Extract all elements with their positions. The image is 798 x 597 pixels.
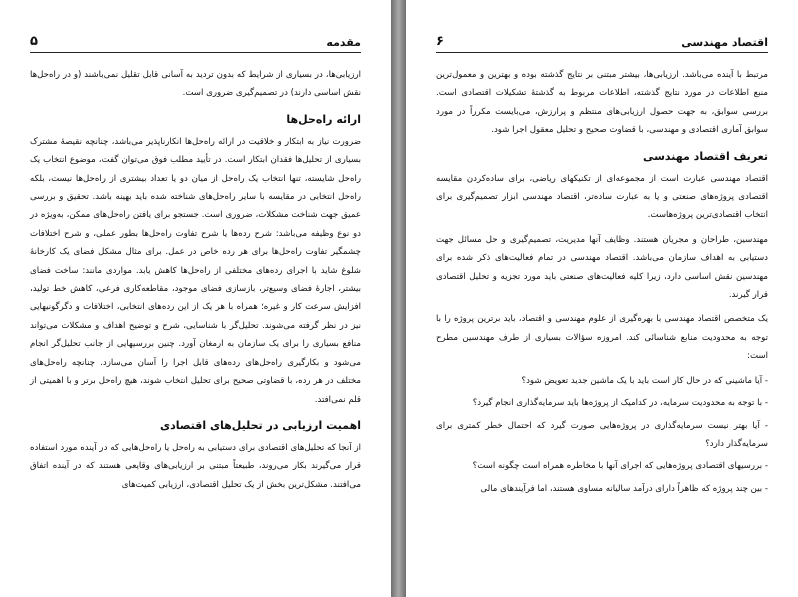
- paragraph: مهندسین، طراحان و مجریان هستند. وظایف آنها مدیریت، تصمیم‌گیری و حل مسائل جهت دستیابی به اهداف سازمان می‌باشد. اقتصاد مهندسی در تمام فعالیت‌های ذکر شده برای مهندسین نقش اساسی دارد، زیرا کلیه فعالیت‌های صنعتی باید مورد تجزیه و تحلیل اقتصادی قرار گیرند.: [436, 234, 768, 301]
- page-number: ۵: [30, 34, 38, 49]
- paragraph: ضرورت نیاز به ابتکار و خلاقیت در ارائه راه‌حل‌ها انکارناپذیر می‌باشد، چنانچه نقیصه‌ٔ مشترک بسیاری از تحلیل‌ها فقدان ابتکار است. در تأیید مطلب فوق می‌توان گفت، موضوع انتخاب یک راه‌حل شایسته، تنها انتخاب یک راه‌حل از میان دو یا تعداد بیشتری از راه‌حل‌ها نیست، بلکه راه‌حل انتخابی در مقایسه با سایر راه‌حل‌های شناخته شده باید بهینه باشد. تحقیق و بررسی عمیق جهت شناخت مشکلات، ضروری است. جستجو برای یافتن راه‌حل‌های ممکن، به‌ویژه در دو نوع وظیفه می‌باشد: شرح رده‌ها یا شرح تفاوت راه‌حل‌ها بطور عملی، و شرح اختلافات چشمگیر تفاوت راه‌حل‌ها برای هر رده خاص در عمل. برای مثال مشکل فضای یک کارخانهٔ شلوغ شاید با اجرای رده‌های مختلفی از راه‌حل‌ها کاهش یابد. مواردی مانند: ساخت فضای بیشتر، اجارهٔ فضای وسیع‌تر، بازسازی فضای موجود، مقاطعه‌کاری فرعی، کاهش خط تولید، افزایش سرعت کار و غیره؛ همراه با هر یک از این رده‌های انتخابی، اختلافات و دگرگونیهایی نیز در نظر گرفته می‌شوند. تحلیل‌گر با شناسایی، شرح و توضیح اهداف و مشکلات می‌تواند منافع بسیاری را برای یک سازمان به ارمغان آورد. چنین بررسیهایی از جانب تحلیل‌گر انجام می‌شود و بکارگیری راه‌حل‌های رده‌های قابل اجرا را آسان می‌سازد. چنانچه راه‌حل‌های مختلف در هر رده، با قضاوتی صحیح برای تحلیل انتخاب شوند، هیچ راه‌حل برتر و با اهمیتی از قلم نمی‌افتد.: [30, 136, 361, 405]
- page-number: ۶: [436, 34, 444, 49]
- paragraph: یک متخصص اقتصاد مهندسی با بهره‌گیری از علوم مهندسی و اقتصاد، باید برترین پروژه را با توجه به محدودیت منابع شناسائی کند. امروزه سؤالات بسیاری از طرف مهندسین مطرح است:: [436, 314, 768, 362]
- page-header: [30, 32, 361, 53]
- list-item: - بین چند پروژه که ظاهراً دارای درآمد سالیانه مساوی هستند، اما فرآیندهای مالی: [436, 480, 768, 498]
- section-heading: اهمیت ارزیابی در تحلیل‌های اقتصادی: [159, 418, 361, 432]
- paragraph: ارزیابی‌ها، در بسیاری از شرایط که بدون تردید به آسانی قابل تقلیل نمی‌باشند (و در راه‌حل‌ها نقش اساسی دارند) در تصمیم‌گیری ضروری است.: [30, 70, 361, 99]
- question-list: [436, 372, 768, 498]
- page-body: [30, 66, 361, 500]
- paragraph: از آنجا که تحلیل‌های اقتصادی برای دستیابی به راه‌حل یا راه‌حل‌هایی که در آینده مورد استفاده قرار می‌گیرند بکار می‌روند، طبیعتاً مبتنی بر ارزیابی‌های وقایعی هستند که در آینده اتفاق می‌افتند. مشکل‌ترین بخش از یک تحلیل اقتصادی، ارزیابی کمیت‌های: [30, 442, 361, 490]
- running-title: اقتصاد مهندسی: [681, 36, 768, 49]
- running-title: مقدمه: [326, 36, 361, 49]
- section-heading: ارائه راه‌حل‌ها: [286, 112, 361, 126]
- left-page: [0, 0, 391, 597]
- list-item: - آیا بهتر نیست سرمایه‌گذاری در پروژه‌هایی صورت گیرد که احتمال خطر کمتری برای سرمایه‌گذار دارد؟: [436, 417, 768, 454]
- page-body: [436, 66, 768, 502]
- page-header: [436, 32, 768, 53]
- section-heading: تعریف اقتصاد مهندسی: [642, 149, 768, 163]
- paragraph: اقتصاد مهندسی عبارت است از مجموعه‌ای از تکنیکهای ریاضی، برای ساده‌کردن مقایسه اقتصادی پروژه‌های صنعتی و یا به عبارت ساده‌تر، اقتصاد مهندسی ابزار تصمیم‌گیری برای انتخاب اقتصادی‌ترین پروژه‌هاست.: [436, 173, 768, 221]
- paragraph: مرتبط با آینده می‌باشد. ارزیابی‌ها، بیشتر مبتنی بر نتایج گذشته بوده و بهترین و معمول‌ترین منبع اطلاعات در مورد نتایج گذشته، اطلاعات مربوط به گذشتهٔ تشکیلات اقتصادی است. بررسی سوابق، به جهت حصول ارزیابی‌های منتظم و پرارزش، می‌بایست مکرراً در مورد سوابق آماری اقتصادی و مهندسی، با قضاوت صحیح و تحلیل معقول اجرا شود.: [436, 70, 768, 136]
- right-page: [406, 0, 798, 597]
- list-item: - بررسیهای اقتصادی پروژه‌هایی که اجرای آنها با مخاطره همراه است چگونه است؟: [436, 457, 768, 475]
- list-item: - آیا ماشینی که در حال کار است باید با یک ماشین جدید تعویض شود؟: [436, 372, 768, 390]
- list-item: - با توجه به محدودیت سرمایه، در کدامیک از پروژه‌ها باید سرمایه‌گذاری انجام گیرد؟: [436, 394, 768, 412]
- book-gutter: [391, 0, 406, 597]
